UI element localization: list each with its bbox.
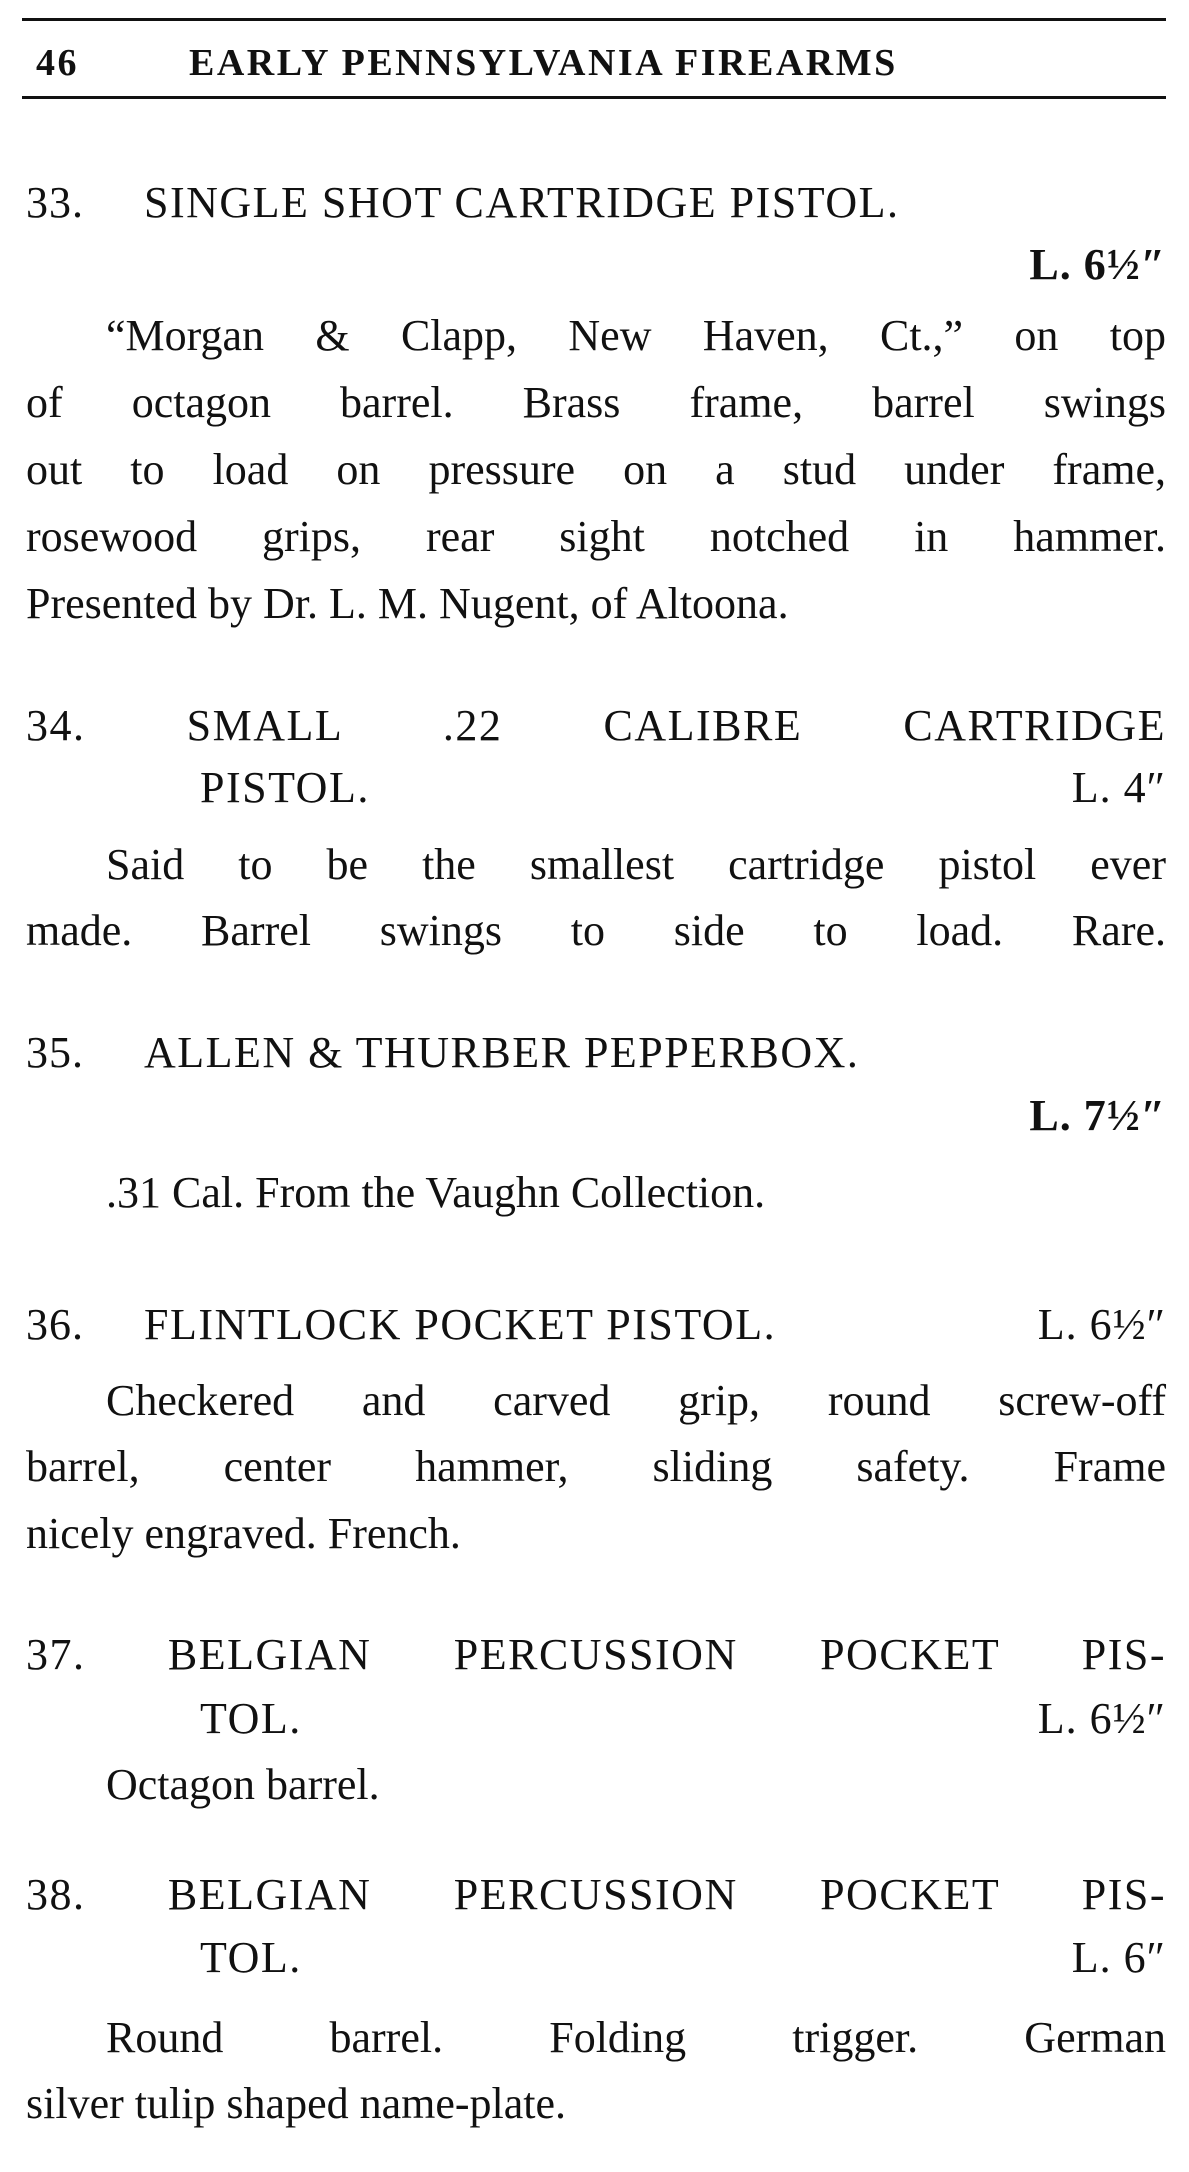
entry-number: 38. bbox=[26, 1870, 86, 1919]
entry-title: FLINTLOCK POCKET PISTOL. bbox=[144, 1300, 777, 1349]
entry-title: SMALL .22 CALIBRE CARTRIDGE bbox=[186, 701, 1166, 750]
entry-size: L. 7½″ bbox=[1029, 1091, 1166, 1140]
entry-33-desc-line-3: out to load on pressure on a stud under frame, bbox=[26, 445, 1166, 494]
entry-38-desc-line-1: Round barrel. Folding trigger. German bbox=[106, 2013, 1166, 2062]
entry-36-desc-line-3: nicely engraved. French. bbox=[26, 1509, 461, 1558]
entry-37-heading-cont bbox=[26, 1686, 1166, 1752]
entry-number: 34. bbox=[26, 701, 86, 750]
entry-number: 33. bbox=[26, 178, 84, 227]
entry-33-desc-line-2: of octagon barrel. Brass frame, barrel swings bbox=[26, 378, 1166, 427]
header-top-rule bbox=[22, 18, 1166, 21]
entry-size: L. 6½″ bbox=[1037, 1300, 1166, 1349]
entry-35-heading bbox=[26, 1020, 1166, 1086]
entry-34-desc-line-1: Said to be the smallest cartridge pistol ever bbox=[106, 840, 1166, 889]
entry-33-desc-line-5: Presented by Dr. L. M. Nugent, of Altoona. bbox=[26, 579, 789, 628]
entry-33-size-line bbox=[26, 232, 1166, 298]
entry-38-heading bbox=[26, 1862, 1166, 1928]
entry-33-desc-line-4: rosewood grips, rear sight notched in hammer. bbox=[26, 512, 1166, 561]
running-head bbox=[22, 34, 1166, 92]
entry-title: BELGIAN PERCUSSION POCKET PIS- bbox=[167, 1870, 1166, 1919]
entry-37-heading bbox=[26, 1622, 1166, 1688]
entry-37-desc-line-1: Octagon barrel. bbox=[106, 1760, 380, 1809]
entry-38-desc-line-2: silver tulip shaped name-plate. bbox=[26, 2079, 567, 2128]
entry-size: L. 6″ bbox=[1071, 1933, 1166, 1982]
entry-title: ALLEN & THURBER PEPPERBOX. bbox=[144, 1028, 860, 1077]
entry-size: L. 6½″ bbox=[1029, 240, 1166, 289]
entry-title-continued: PISTOL. bbox=[200, 763, 370, 812]
entry-number: 35. bbox=[26, 1028, 84, 1077]
entry-34-heading bbox=[26, 693, 1166, 759]
header-bottom-rule bbox=[22, 96, 1166, 99]
entry-36-heading bbox=[26, 1292, 1166, 1358]
entry-size: L. 4″ bbox=[1071, 763, 1166, 812]
entry-35-size-line bbox=[26, 1083, 1166, 1149]
entry-title-continued: TOL. bbox=[200, 1694, 302, 1743]
entry-34-heading-cont bbox=[26, 755, 1166, 821]
running-title: EARLY PENNSYLVANIA FIREARMS bbox=[189, 42, 898, 84]
entry-title-continued: TOL. bbox=[200, 1933, 302, 1982]
entry-title: SINGLE SHOT CARTRIDGE PISTOL. bbox=[144, 178, 900, 227]
page-number: 46 bbox=[36, 42, 79, 84]
entry-33-desc-line-1: “Morgan & Clapp, New Haven, Ct.,” on top bbox=[106, 311, 1166, 360]
entry-title: BELGIAN PERCUSSION POCKET PIS- bbox=[167, 1630, 1166, 1679]
entry-35-desc-line-1: .31 Cal. From the Vaughn Collection. bbox=[106, 1168, 766, 1217]
entry-36-desc-line-2: barrel, center hammer, sliding safety. Frame bbox=[26, 1442, 1166, 1491]
entry-34-desc-line-2: made. Barrel swings to side to load. Rare. bbox=[26, 906, 1166, 955]
entry-number: 37. bbox=[26, 1630, 86, 1679]
entry-size: L. 6½″ bbox=[1037, 1694, 1166, 1743]
entry-38-heading-cont bbox=[26, 1925, 1166, 1991]
entry-number: 36. bbox=[26, 1300, 84, 1349]
entry-33-heading bbox=[26, 170, 1166, 236]
entry-36-desc-line-1: Checkered and carved grip, round screw-off bbox=[106, 1376, 1166, 1425]
